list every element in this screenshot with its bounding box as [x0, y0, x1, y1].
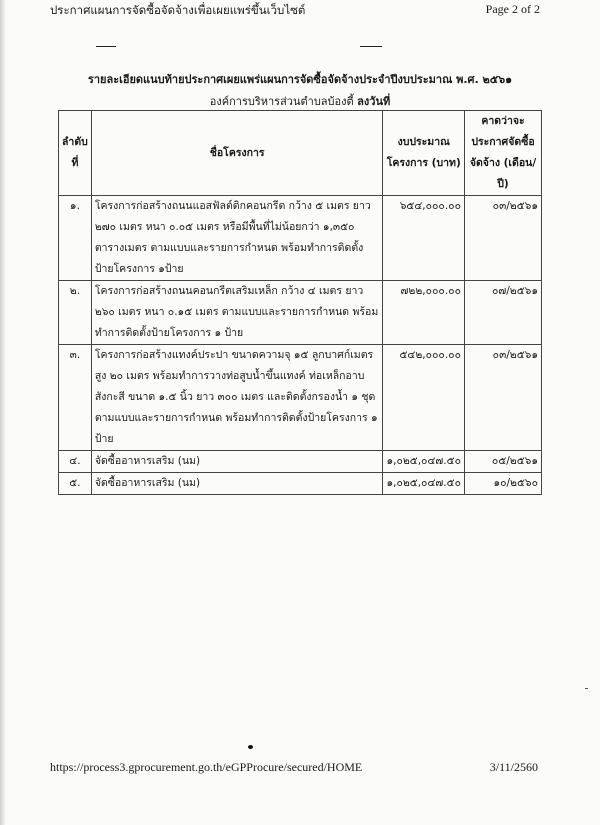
row-budget: ๖๕๔,๐๐๐.๐๐	[383, 196, 465, 281]
page-number: Page 2 of 2	[485, 2, 540, 16]
header-announce-date: คาดว่าจะ ประกาศจัดซื้อ จัดจ้าง (เดือน/ปี)	[465, 111, 542, 196]
document-subtitle	[0, 92, 600, 110]
row-announce-date: ๑๐/๒๕๖๐	[465, 473, 542, 495]
row-project-name: โครงการก่อสร้างถนนแอสฟัลต์ติกคอนกรีต กว้าง ๕ เมตร ยาว ๒๗๐ เมตร หนา ๐.๐๕ เมตร หรือมีพื้นที่ไม่น้อยกว่า ๑,๓๕๐ ตารางเมตร ตามแบบและรายการกำหนด พร้อมทำการติดตั้งป้ายโครงการ ๑ป้าย	[91, 196, 383, 281]
row-project-name: จัดซื้ออาหารเสริม (นม)	[91, 451, 383, 473]
scan-speck	[585, 688, 588, 689]
row-budget: ๗๒๒,๐๐๐.๐๐	[383, 281, 465, 345]
table-header-row	[59, 111, 542, 196]
row-project-name: โครงการก่อสร้างแทงค์ประปา ขนาดความจุ ๑๕ ลูกบาศก์เมตร สูง ๒๐ เมตร พร้อมทำการวางท่อสูบน้ำขึ้นแทงค์ ท่อเหล็กอาบสังกะสี ขนาด ๑.๕ นิ้ว ยาว ๓๐๐ เมตร และติดตั้งกรองน้ำ ๑ ชุด ตามแบบและรายการกำหนด พร้อมทำการติดตั้งป้ายโครงการ ๑ ป้าย	[91, 345, 383, 451]
row-project-name: จัดซื้ออาหารเสริม (นม)	[91, 473, 383, 495]
footer-date: 3/11/2560	[489, 760, 538, 774]
header-budget: งบประมาณ โครงการ (บาท)	[383, 111, 465, 196]
page-header-title: ประกาศแผนการจัดซื้อจัดจ้างเพื่อเผยแพร่ขึ้นเว็บไซต์	[50, 3, 306, 17]
row-announce-date: ๐๕/๒๕๖๑	[465, 451, 542, 473]
table-row	[59, 281, 542, 345]
footer-url: https://process3.gprocurement.go.th/eGPProcure/secured/HOME	[50, 760, 363, 774]
separator-mark-right	[360, 46, 382, 47]
document-title: รายละเอียดแนบท้ายประกาศเผยแพร่แผนการจัดซื้อจัดจ้างประจำปีงบประมาณ พ.ศ. ๒๕๖๑	[87, 73, 513, 86]
row-budget: ๑,๐๒๕,๐๔๗.๕๐	[383, 473, 465, 495]
scan-edge-shadow	[0, 0, 6, 825]
row-no: ๔.	[59, 451, 92, 473]
header-project-name: ชื่อโครงการ	[91, 111, 383, 196]
header-no: ลำดับ ที่	[59, 111, 92, 196]
row-budget: ๑,๐๒๕,๐๔๗.๕๐	[383, 451, 465, 473]
row-no: ๕.	[59, 473, 92, 495]
procurement-plan-table	[58, 110, 542, 495]
table-row	[59, 345, 542, 451]
row-no: ๓.	[59, 345, 92, 451]
table-row	[59, 451, 542, 473]
row-announce-date: ๐๓/๒๕๖๑	[465, 345, 542, 451]
row-announce-date: ๐๓/๒๕๖๑	[465, 196, 542, 281]
dated-label: ลงวันที่	[357, 95, 391, 108]
separator-mark-left	[96, 46, 116, 47]
organization-name: องค์การบริหารส่วนตำบลบ้องตี้	[209, 95, 354, 108]
scan-speck	[248, 745, 253, 749]
table-row	[59, 196, 542, 281]
row-no: ๒.	[59, 281, 92, 345]
row-no: ๑.	[59, 196, 92, 281]
row-project-name: โครงการก่อสร้างถนนคอนกรีตเสริมเหล็ก กว้าง ๔ เมตร ยาว ๒๖๐ เมตร หนา ๐.๑๕ เมตร ตามแบบและรายการกำหนด พร้อมทำการติดตั้งป้ายโครงการ ๑ ป้าย	[91, 281, 383, 345]
row-announce-date: ๐๗/๒๕๖๑	[465, 281, 542, 345]
table-row	[59, 473, 542, 495]
row-budget: ๕๔๒,๐๐๐.๐๐	[383, 345, 465, 451]
